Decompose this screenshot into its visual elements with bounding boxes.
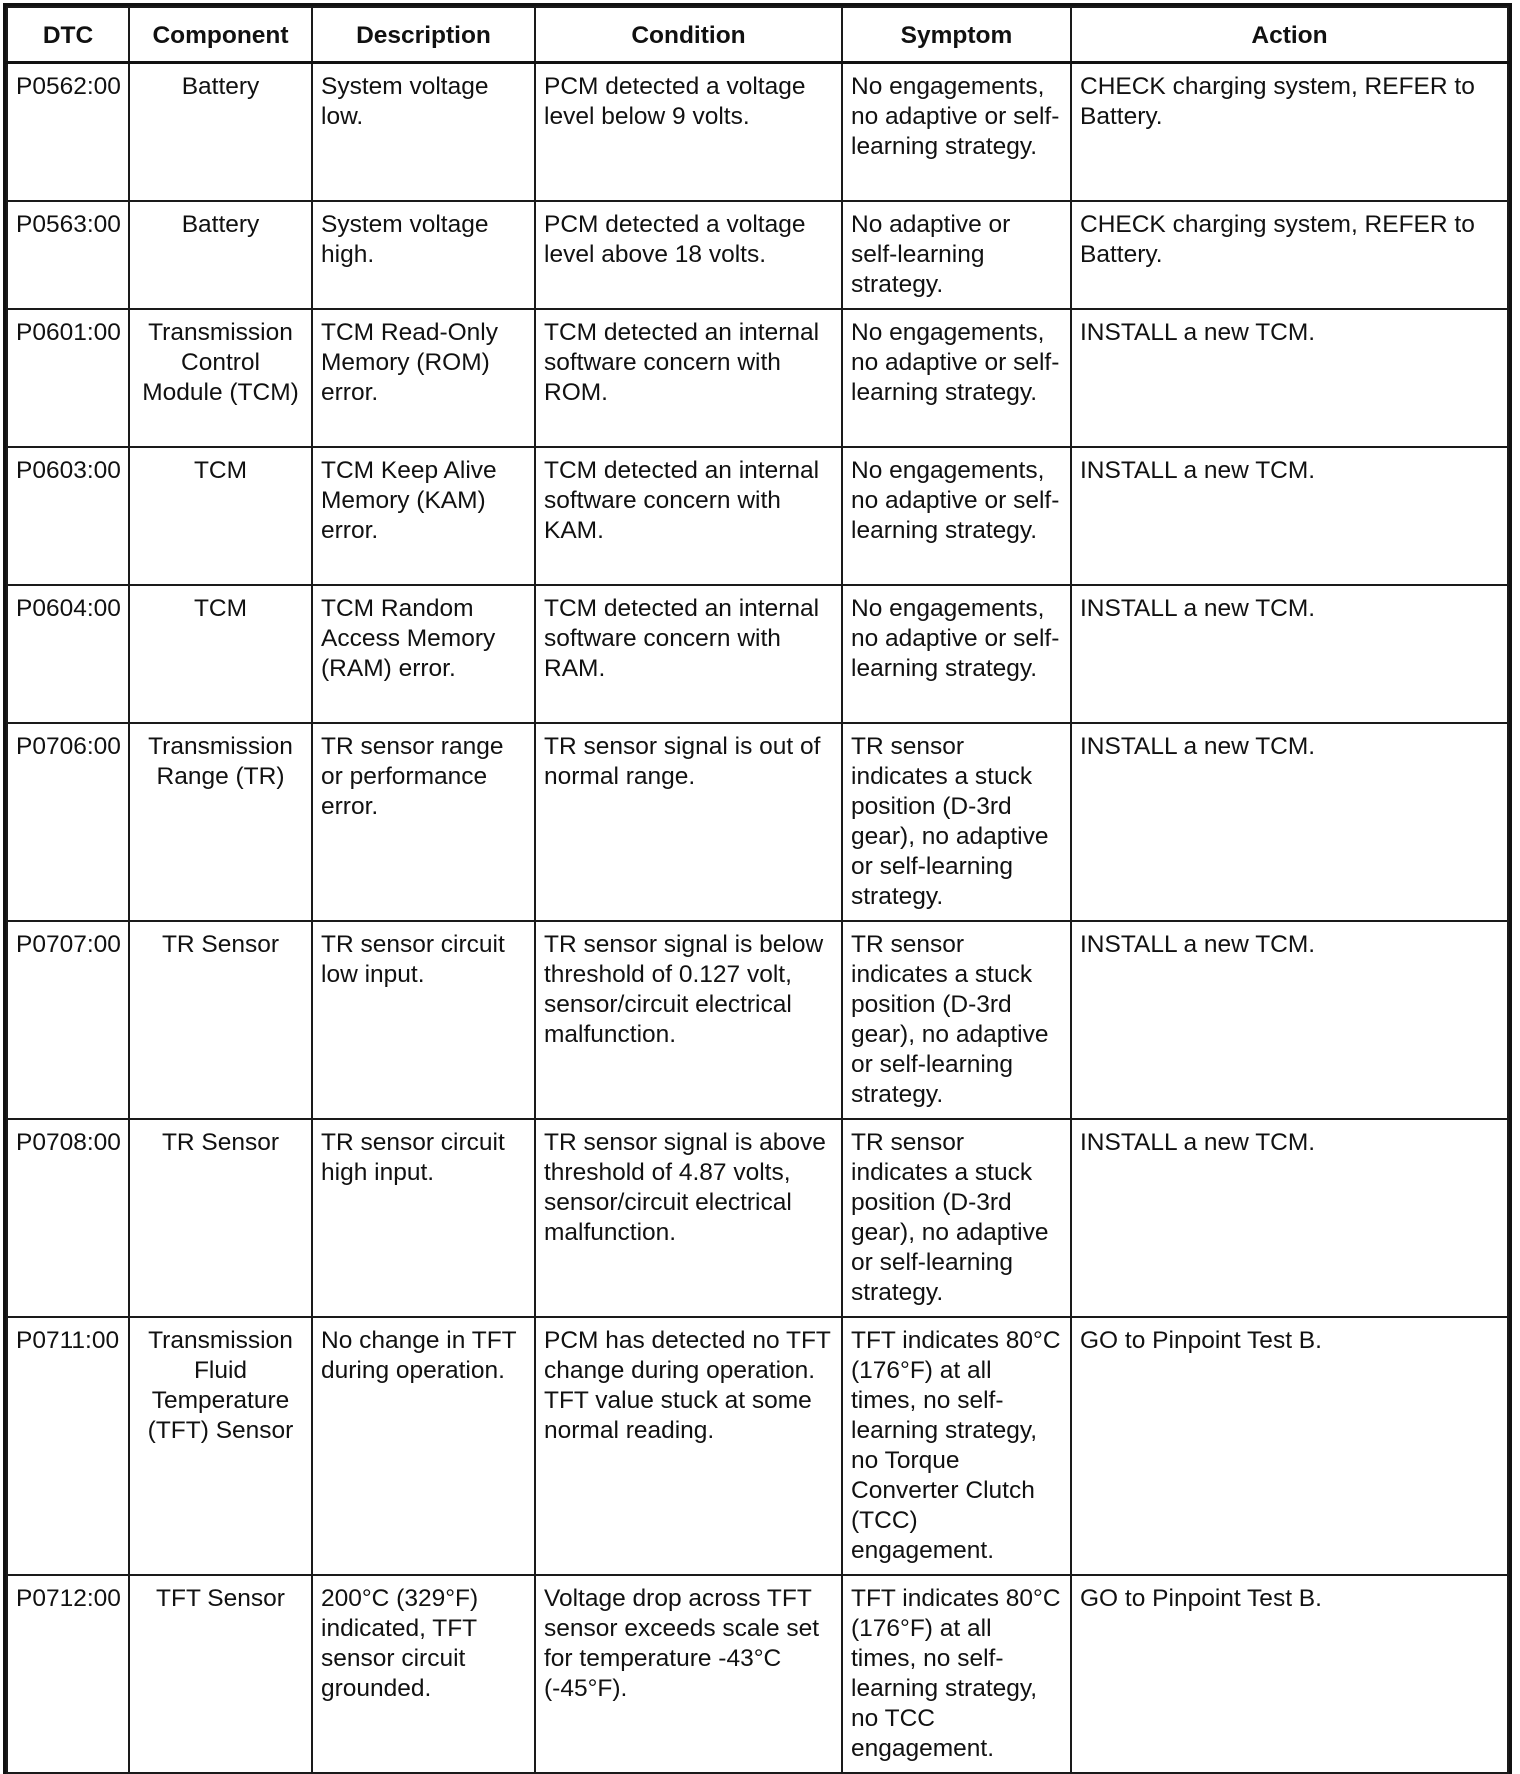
cell-description: TR sensor circuit high input. xyxy=(312,1119,535,1317)
header-condition: Condition xyxy=(535,7,842,63)
cell-condition: TR sensor signal is above threshold of 4.87 volts, sensor/circuit electrical malfunction. xyxy=(535,1119,842,1317)
table-row xyxy=(7,201,1508,309)
cell-action: INSTALL a new TCM. xyxy=(1071,1119,1508,1317)
cell-condition: PCM has detected no TFT change during operation. TFT value stuck at some normal reading. xyxy=(535,1317,842,1575)
cell-action: CHECK charging system, REFER to Battery. xyxy=(1071,201,1508,309)
cell-component: TR Sensor xyxy=(129,1119,312,1317)
table-row xyxy=(7,447,1508,585)
cell-component: Transmission Fluid Temperature (TFT) Sensor xyxy=(129,1317,312,1575)
dtc-table xyxy=(6,6,1509,1774)
cell-dtc: P0604:00 xyxy=(7,585,129,723)
cell-dtc: P0601:00 xyxy=(7,309,129,447)
table-row xyxy=(7,1119,1508,1317)
cell-symptom: No engagements, no adaptive or self-learning strategy. xyxy=(842,309,1071,447)
cell-action: INSTALL a new TCM. xyxy=(1071,585,1508,723)
cell-description: System voltage high. xyxy=(312,201,535,309)
cell-symptom: No engagements, no adaptive or self-learning strategy. xyxy=(842,63,1071,201)
cell-component: TCM xyxy=(129,447,312,585)
cell-symptom: No engagements, no adaptive or self-learning strategy. xyxy=(842,447,1071,585)
cell-action: INSTALL a new TCM. xyxy=(1071,309,1508,447)
table-row xyxy=(7,723,1508,921)
table-row xyxy=(7,921,1508,1119)
table-header-row xyxy=(7,7,1508,63)
cell-condition: TCM detected an internal software concern with RAM. xyxy=(535,585,842,723)
cell-component: TR Sensor xyxy=(129,921,312,1119)
header-description: Description xyxy=(312,7,535,63)
cell-condition: TR sensor signal is below threshold of 0.127 volt, sensor/circuit electrical malfunction. xyxy=(535,921,842,1119)
header-dtc: DTC xyxy=(7,7,129,63)
table-row xyxy=(7,309,1508,447)
table-row xyxy=(7,63,1508,201)
cell-dtc: P0712:00 xyxy=(7,1575,129,1773)
cell-description: System voltage low. xyxy=(312,63,535,201)
cell-symptom: TR sensor indicates a stuck position (D-3rd gear), no adaptive or self-learning strategy. xyxy=(842,723,1071,921)
dtc-table-sheet xyxy=(6,6,1507,1774)
cell-component: Battery xyxy=(129,201,312,309)
cell-description: TR sensor range or performance error. xyxy=(312,723,535,921)
cell-symptom: TR sensor indicates a stuck position (D-3rd gear), no adaptive or self-learning strategy. xyxy=(842,921,1071,1119)
cell-dtc: P0707:00 xyxy=(7,921,129,1119)
table-row xyxy=(7,585,1508,723)
cell-dtc: P0706:00 xyxy=(7,723,129,921)
cell-condition: PCM detected a voltage level below 9 volts. xyxy=(535,63,842,201)
cell-description: TCM Keep Alive Memory (KAM) error. xyxy=(312,447,535,585)
cell-dtc: P0563:00 xyxy=(7,201,129,309)
cell-symptom: TFT indicates 80°C (176°F) at all times, no self-learning strategy, no Torque Converter Clutch (TCC) engagement. xyxy=(842,1317,1071,1575)
cell-action: GO to Pinpoint Test B. xyxy=(1071,1575,1508,1773)
cell-condition: Voltage drop across TFT sensor exceeds scale set for temperature -43°C (-45°F). xyxy=(535,1575,842,1773)
cell-condition: TR sensor signal is out of normal range. xyxy=(535,723,842,921)
table-row xyxy=(7,1317,1508,1575)
cell-condition: TCM detected an internal software concern with KAM. xyxy=(535,447,842,585)
cell-description: 200°C (329°F) indicated, TFT sensor circuit grounded. xyxy=(312,1575,535,1773)
cell-component: Battery xyxy=(129,63,312,201)
cell-action: INSTALL a new TCM. xyxy=(1071,921,1508,1119)
cell-symptom: No engagements, no adaptive or self-learning strategy. xyxy=(842,585,1071,723)
cell-component: TCM xyxy=(129,585,312,723)
header-symptom: Symptom xyxy=(842,7,1071,63)
header-component: Component xyxy=(129,7,312,63)
cell-dtc: P0708:00 xyxy=(7,1119,129,1317)
cell-dtc: P0711:00 xyxy=(7,1317,129,1575)
cell-symptom: TFT indicates 80°C (176°F) at all times, no self-learning strategy, no TCC engagement. xyxy=(842,1575,1071,1773)
header-action: Action xyxy=(1071,7,1508,63)
cell-action: GO to Pinpoint Test B. xyxy=(1071,1317,1508,1575)
cell-symptom: TR sensor indicates a stuck position (D-3rd gear), no adaptive or self-learning strategy. xyxy=(842,1119,1071,1317)
cell-dtc: P0603:00 xyxy=(7,447,129,585)
cell-action: CHECK charging system, REFER to Battery. xyxy=(1071,63,1508,201)
cell-action: INSTALL a new TCM. xyxy=(1071,447,1508,585)
cell-action: INSTALL a new TCM. xyxy=(1071,723,1508,921)
cell-description: No change in TFT during operation. xyxy=(312,1317,535,1575)
cell-dtc: P0562:00 xyxy=(7,63,129,201)
cell-symptom: No adaptive or self-learning strategy. xyxy=(842,201,1071,309)
cell-description: TCM Random Access Memory (RAM) error. xyxy=(312,585,535,723)
cell-component: Transmission Control Module (TCM) xyxy=(129,309,312,447)
table-row xyxy=(7,1575,1508,1773)
cell-description: TCM Read-Only Memory (ROM) error. xyxy=(312,309,535,447)
cell-condition: TCM detected an internal software concern with ROM. xyxy=(535,309,842,447)
cell-component: Transmission Range (TR) xyxy=(129,723,312,921)
cell-component: TFT Sensor xyxy=(129,1575,312,1773)
cell-description: TR sensor circuit low input. xyxy=(312,921,535,1119)
cell-condition: PCM detected a voltage level above 18 volts. xyxy=(535,201,842,309)
